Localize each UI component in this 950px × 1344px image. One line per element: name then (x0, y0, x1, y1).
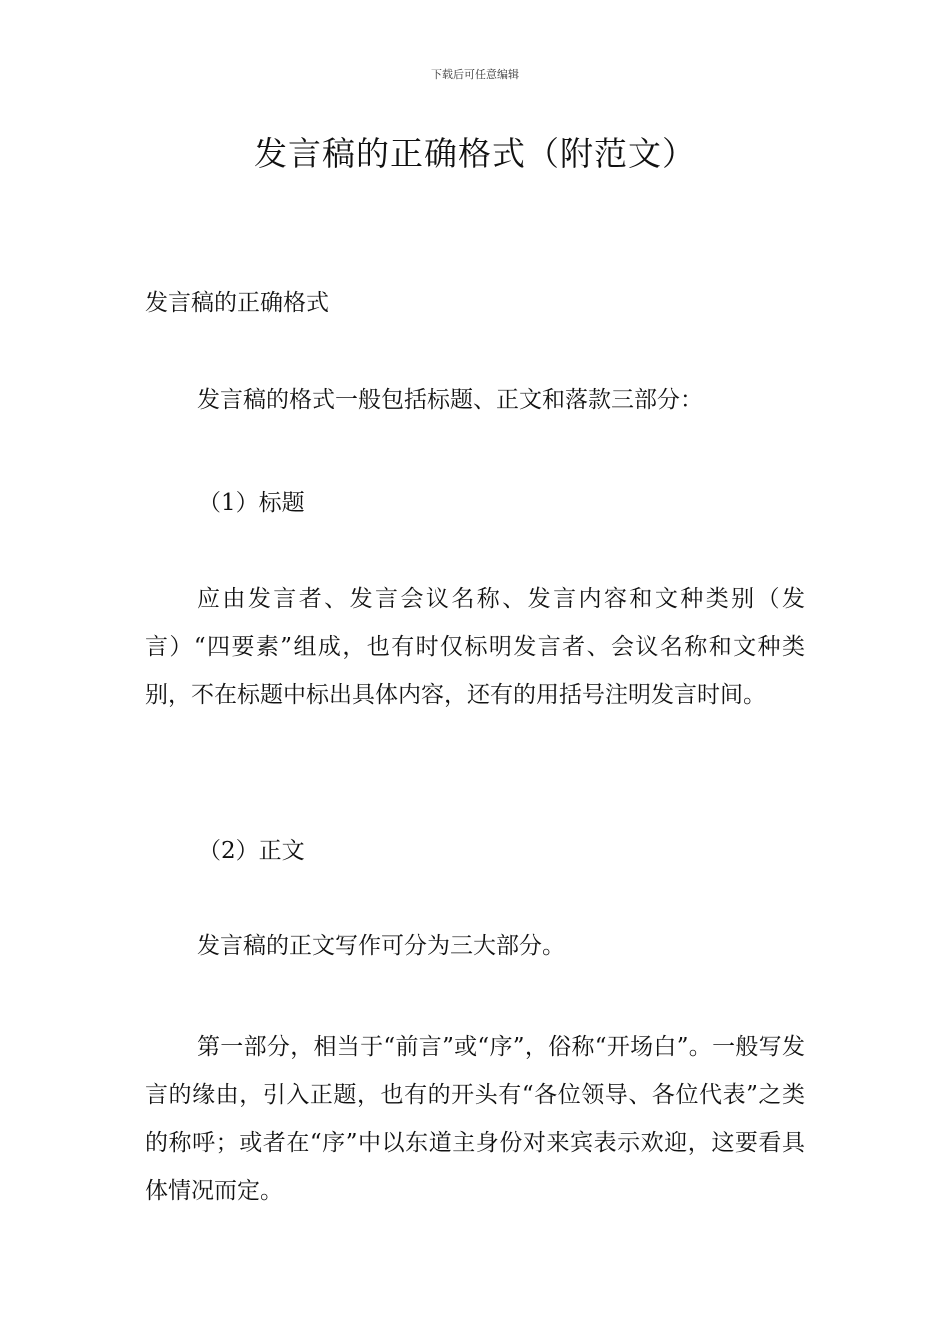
part1-paragraph: 应由发言者、发言会议名称、发言内容和文种类别（发言）“四要素”组成，也有时仅标明发言者、会议名称和文种类别，不在标题中标出具体内容，还有的用括号注明发言时间。 (145, 586, 805, 708)
part2-paragraph: 第一部分，相当于“前言”或“序”，俗称“开场白”。一般写发言的缘由，引入正题，也有的开头有“各位领导、各位代表”之类的称呼；或者在“序”中以东道主身份对来宾表示欢迎，这要看具体情况而定。 (145, 1034, 805, 1204)
intro-paragraph: 发言稿的格式一般包括标题、正文和落款三部分： (197, 387, 703, 413)
part1-heading: （1）标题 (198, 490, 305, 516)
section-heading: 发言稿的正确格式 (145, 290, 329, 316)
part2-heading: （2）正文 (198, 838, 305, 864)
part2-intro-paragraph: 发言稿的正文写作可分为三大部分。 (197, 933, 565, 959)
document-title: 发言稿的正确格式（附范文） (254, 134, 696, 173)
header-note: 下载后可任意编辑 (431, 68, 519, 81)
